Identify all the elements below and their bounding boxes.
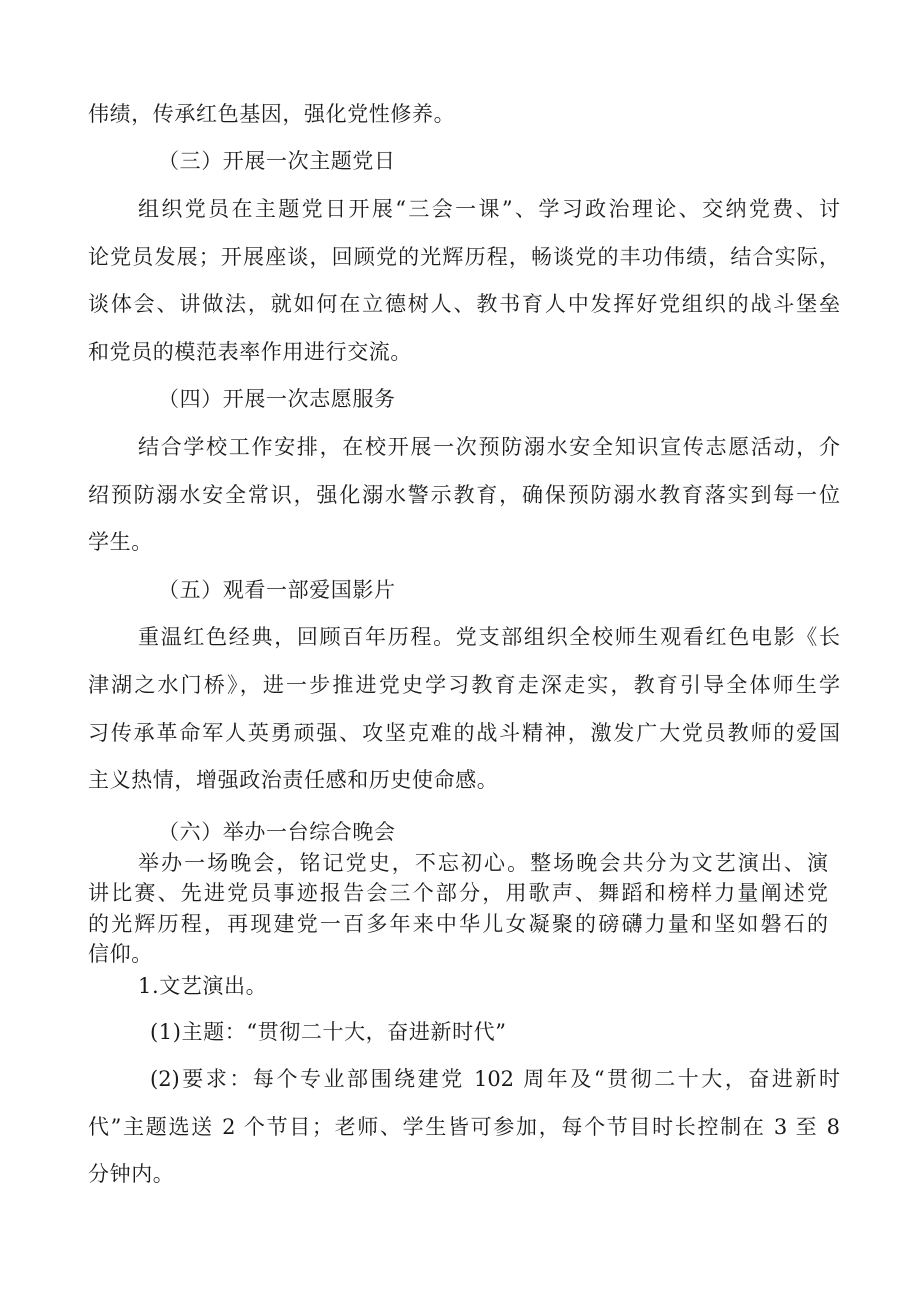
paragraph-line: 讲比赛、先进党员事迹报告会三个部分，用歌声、舞蹈和榜样力量阐述党 — [88, 881, 828, 905]
paragraph-line: 谈体会、讲做法，就如何在立德树人、教书育人中发挥好党组织的战斗堡垒 — [88, 292, 840, 316]
paragraph-line: 伟绩，传承红色基因，强化党性修养。 — [88, 102, 456, 126]
paragraph-line: 习传承革命军人英勇顽强、攻坚克难的战斗精神，激发广大党员教师的爱国 — [88, 721, 840, 745]
paragraph-line: 组织党员在主题党日开展“三会一课”、学习政治理论、交纳党费、讨 — [138, 197, 840, 221]
paragraph-line: 学生。 — [88, 530, 153, 554]
section-heading-5: （五）观看一部爱国影片 — [158, 578, 396, 602]
paragraph-line: 信仰。 — [88, 942, 153, 966]
paragraph-line: 重温红色经典，回顾百年历程。党支部组织全校师生观看红色电影《长 — [138, 625, 840, 649]
paragraph-line: 代”主题选送 2 个节目；老师、学生皆可参加，每个节目时长控制在 3 至 8 — [88, 1115, 840, 1139]
list-item: (2)要求：每个专业部围绕建党 102 周年及“贯彻二十大，奋进新时 — [150, 1067, 840, 1091]
paragraph-line: 论党员发展；开展座谈，回顾党的光辉历程，畅谈党的丰功伟绩，结合实际， — [88, 245, 840, 269]
paragraph-line: 主义热情，增强政治责任感和历史使命感。 — [88, 768, 499, 792]
paragraph-line: 津湖之水门桥》，进一步推进党史学习教育走深走实，教育引导全体师生学 — [88, 673, 840, 697]
paragraph-line: 绍预防溺水安全常识，强化溺水警示教育，确保预防溺水教育落实到每一位 — [88, 483, 840, 507]
paragraph-line: 和党员的模范表率作用进行交流。 — [88, 340, 412, 364]
paragraph-line: 结合学校工作安排，在校开展一次预防溺水安全知识宣传志愿活动，介 — [138, 435, 840, 459]
section-heading-3: （三）开展一次主题党日 — [158, 149, 396, 173]
subsection-heading: 1.文艺演出。 — [138, 974, 268, 998]
paragraph-line: 举办一场晚会，铭记党史，不忘初心。整场晚会共分为文艺演出、演 — [138, 851, 828, 875]
paragraph-line: 的光辉历程，再现建党一百多年来中华儿女凝聚的磅礴力量和坚如磐石的 — [88, 912, 828, 936]
list-item: (1)主题：“贯彻二十大，奋进新时代” — [150, 1020, 507, 1044]
section-heading-6: （六）举办一台综合晚会 — [158, 820, 396, 844]
paragraph-line: 分钟内。 — [88, 1162, 175, 1186]
section-heading-4: （四）开展一次志愿服务 — [158, 387, 396, 411]
